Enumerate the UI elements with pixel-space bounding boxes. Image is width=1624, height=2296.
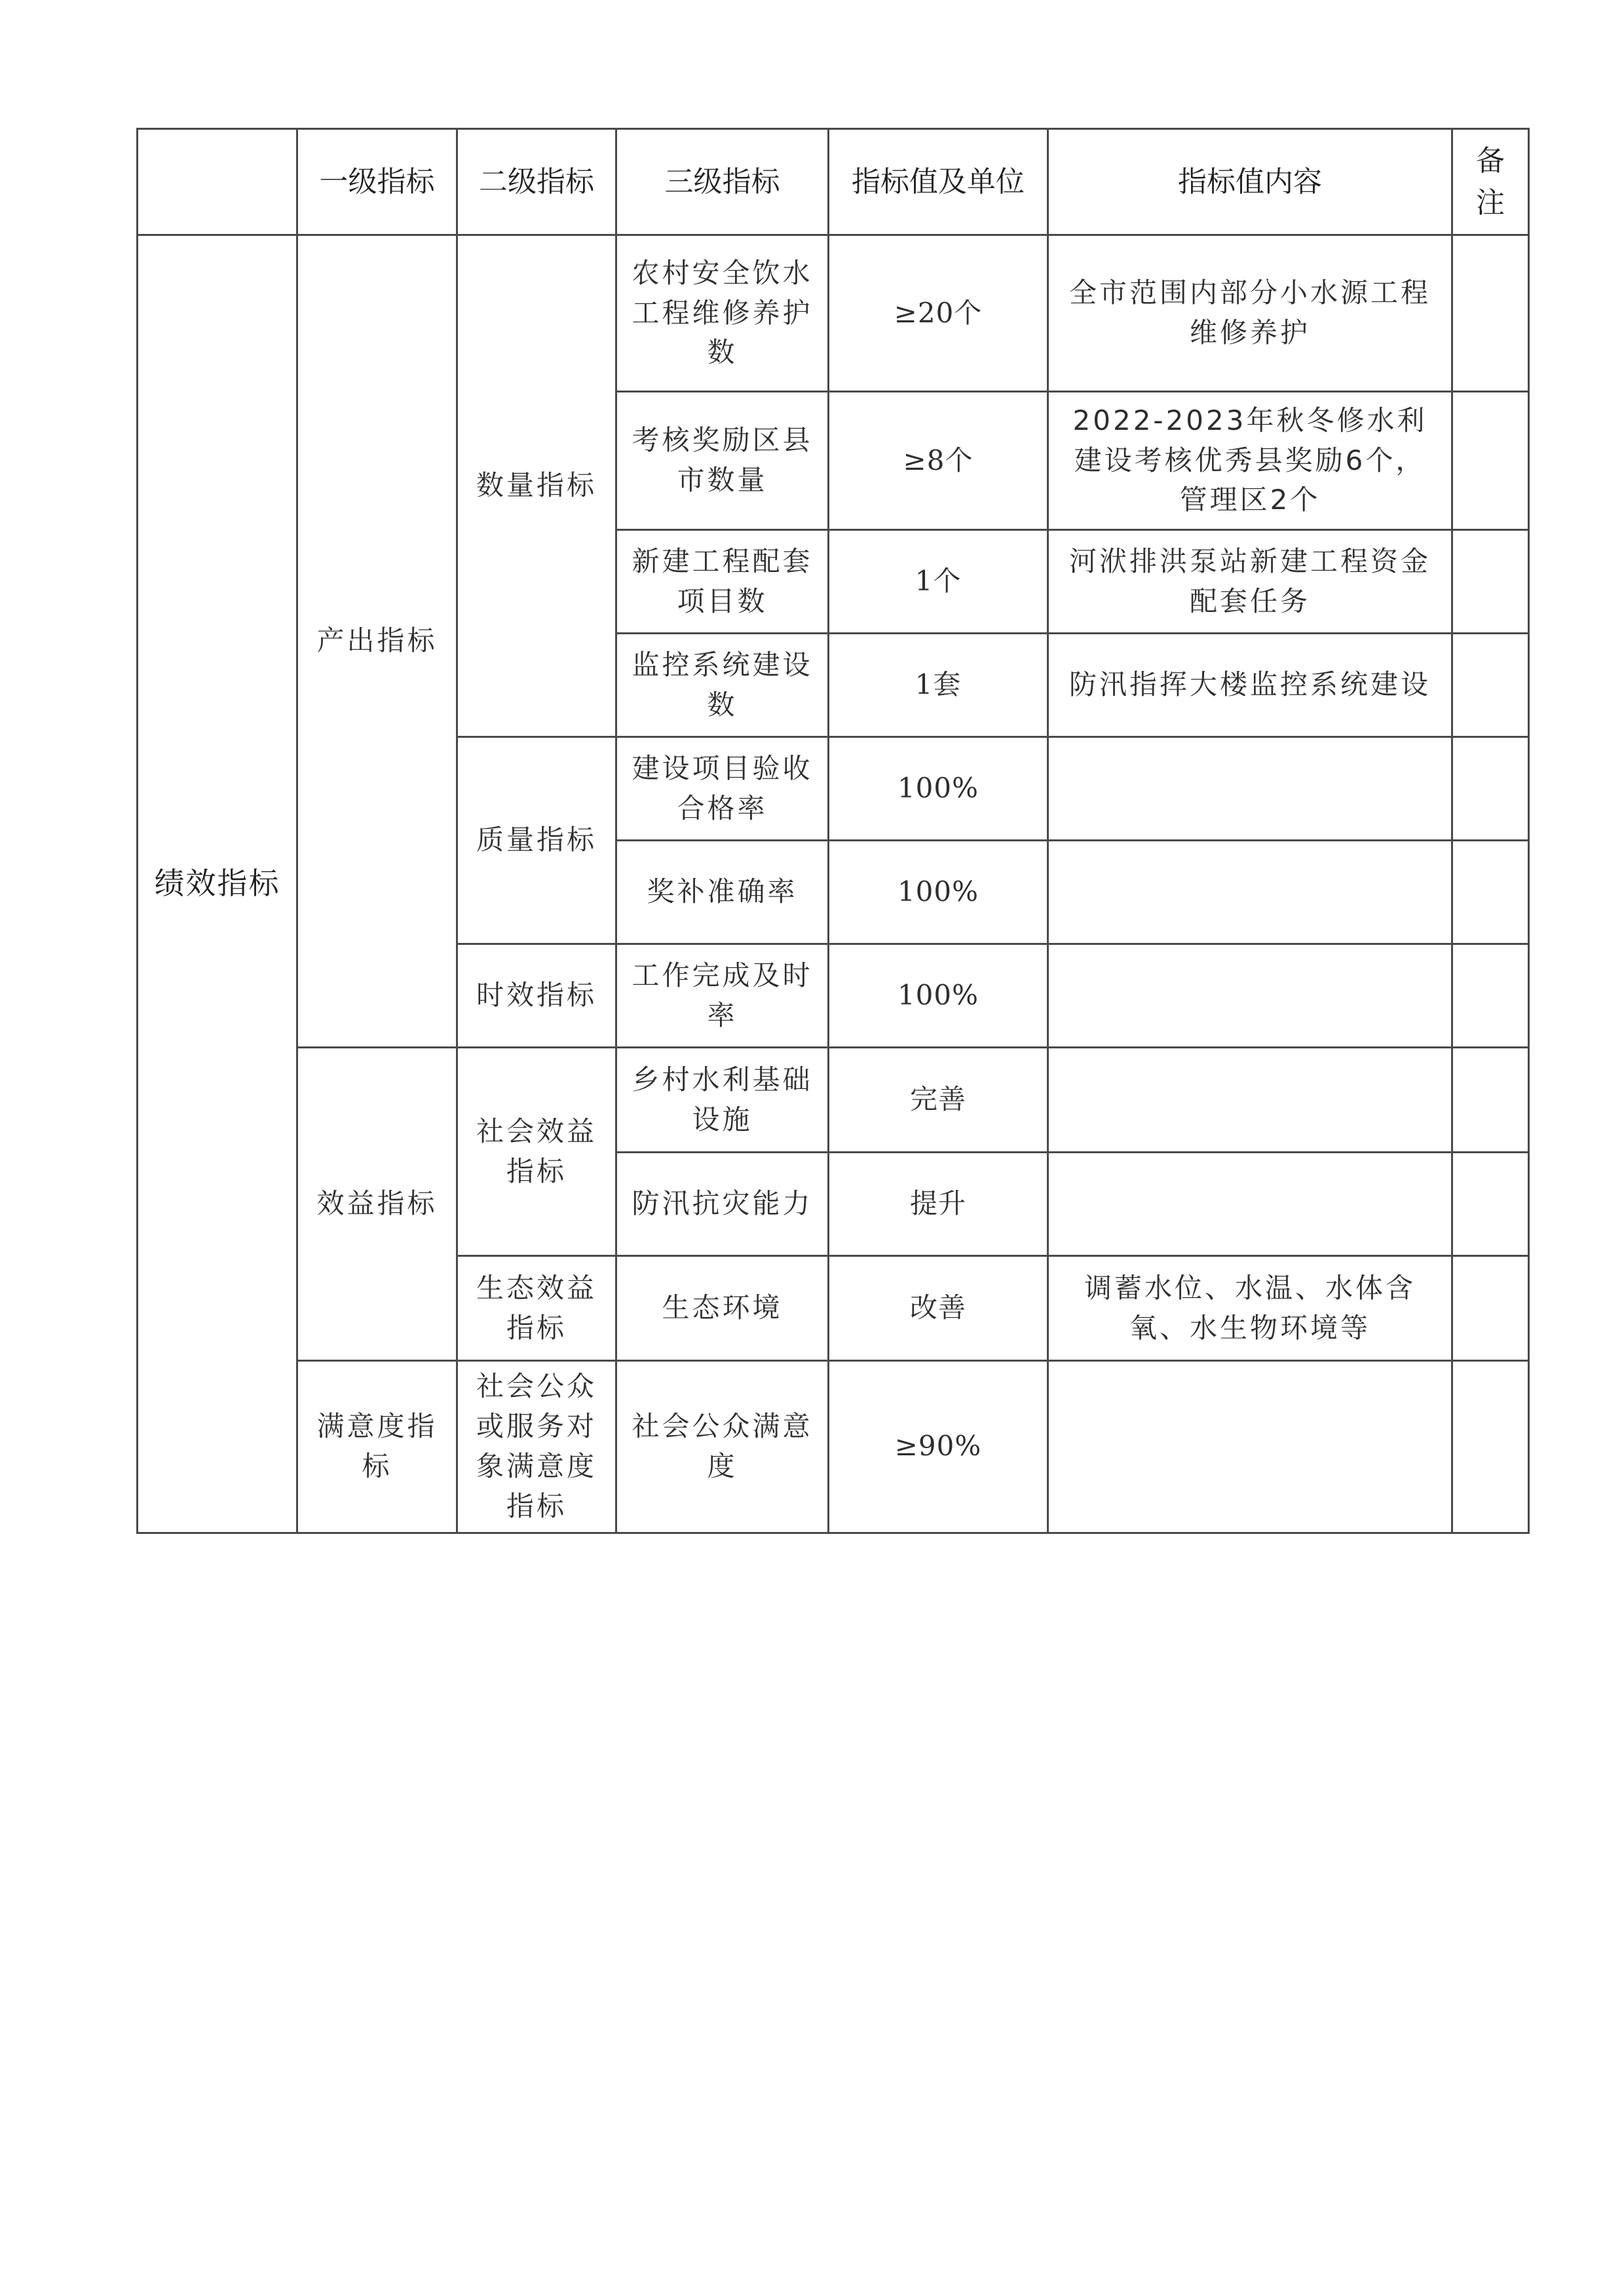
- level2-social: 社会效益指标: [457, 1048, 616, 1256]
- level2-quantity: 数量指标: [457, 235, 616, 737]
- level3-cell: 建设项目验收合格率: [616, 737, 829, 841]
- remark-cell: [1452, 841, 1529, 944]
- header-content: 指标值内容: [1048, 129, 1452, 235]
- level3-cell: 防汛抗灾能力: [616, 1153, 829, 1256]
- level3-cell: 奖补准确率: [616, 841, 829, 944]
- level2-quality: 质量指标: [457, 737, 616, 944]
- level1-output: 产出指标: [297, 235, 457, 1048]
- level3-cell: 新建工程配套项目数: [616, 530, 829, 634]
- remark-cell: [1452, 1256, 1529, 1361]
- remark-cell: [1452, 530, 1529, 634]
- level3-cell: 农村安全饮水工程维修养护数: [616, 235, 829, 392]
- performance-indicator-table: [136, 128, 1530, 1534]
- content-cell: 2022-2023年秋冬修水利建设考核优秀县奖励6个，管理区2个: [1048, 392, 1452, 530]
- value-cell: 100%: [829, 841, 1048, 944]
- value-cell: 提升: [829, 1153, 1048, 1256]
- value-cell: 100%: [829, 944, 1048, 1048]
- value-cell: 改善: [829, 1256, 1048, 1361]
- content-cell: [1048, 1048, 1452, 1153]
- group-label: 绩效指标: [138, 235, 297, 1533]
- value-cell: ≥8个: [829, 392, 1048, 530]
- level2-ecological: 生态效益指标: [457, 1256, 616, 1361]
- level1-benefit: 效益指标: [297, 1048, 457, 1361]
- header-level2: 二级指标: [457, 129, 616, 235]
- header-level3: 三级指标: [616, 129, 829, 235]
- header-blank: [138, 129, 297, 235]
- level2-public-satisfaction: 社会公众或服务对象满意度指标: [457, 1361, 616, 1533]
- remark-cell: [1452, 392, 1529, 530]
- table-header-row: [138, 129, 1529, 235]
- table-row: [138, 235, 1529, 392]
- value-cell: 1个: [829, 530, 1048, 634]
- table-row: [138, 1361, 1529, 1533]
- remark-cell: [1452, 634, 1529, 737]
- remark-cell: [1452, 1048, 1529, 1153]
- content-cell: 全市范围内部分小水源工程维修养护: [1048, 235, 1452, 392]
- remark-cell: [1452, 737, 1529, 841]
- level3-cell: 监控系统建设数: [616, 634, 829, 737]
- header-level1: 一级指标: [297, 129, 457, 235]
- value-cell: 完善: [829, 1048, 1048, 1153]
- remark-cell: [1452, 235, 1529, 392]
- content-cell: [1048, 737, 1452, 841]
- value-cell: ≥20个: [829, 235, 1048, 392]
- content-cell: [1048, 1153, 1452, 1256]
- value-cell: ≥90%: [829, 1361, 1048, 1533]
- value-cell: 100%: [829, 737, 1048, 841]
- remark-cell: [1452, 944, 1529, 1048]
- level2-timeliness: 时效指标: [457, 944, 616, 1048]
- remark-cell: [1452, 1361, 1529, 1533]
- content-cell: [1048, 841, 1452, 944]
- header-remark: 备注: [1452, 129, 1529, 235]
- content-cell: 河洑排洪泵站新建工程资金配套任务: [1048, 530, 1452, 634]
- content-cell: 防汛指挥大楼监控系统建设: [1048, 634, 1452, 737]
- content-cell: 调蓄水位、水温、水体含氧、水生物环境等: [1048, 1256, 1452, 1361]
- level3-cell: 生态环境: [616, 1256, 829, 1361]
- remark-cell: [1452, 1153, 1529, 1256]
- level3-cell: 乡村水利基础设施: [616, 1048, 829, 1153]
- level3-cell: 工作完成及时率: [616, 944, 829, 1048]
- header-value: 指标值及单位: [829, 129, 1048, 235]
- level1-satisfaction: 满意度指标: [297, 1361, 457, 1533]
- content-cell: [1048, 944, 1452, 1048]
- level3-cell: 社会公众满意度: [616, 1361, 829, 1533]
- table-row: [138, 1048, 1529, 1153]
- level3-cell: 考核奖励区县市数量: [616, 392, 829, 530]
- content-cell: [1048, 1361, 1452, 1533]
- value-cell: 1套: [829, 634, 1048, 737]
